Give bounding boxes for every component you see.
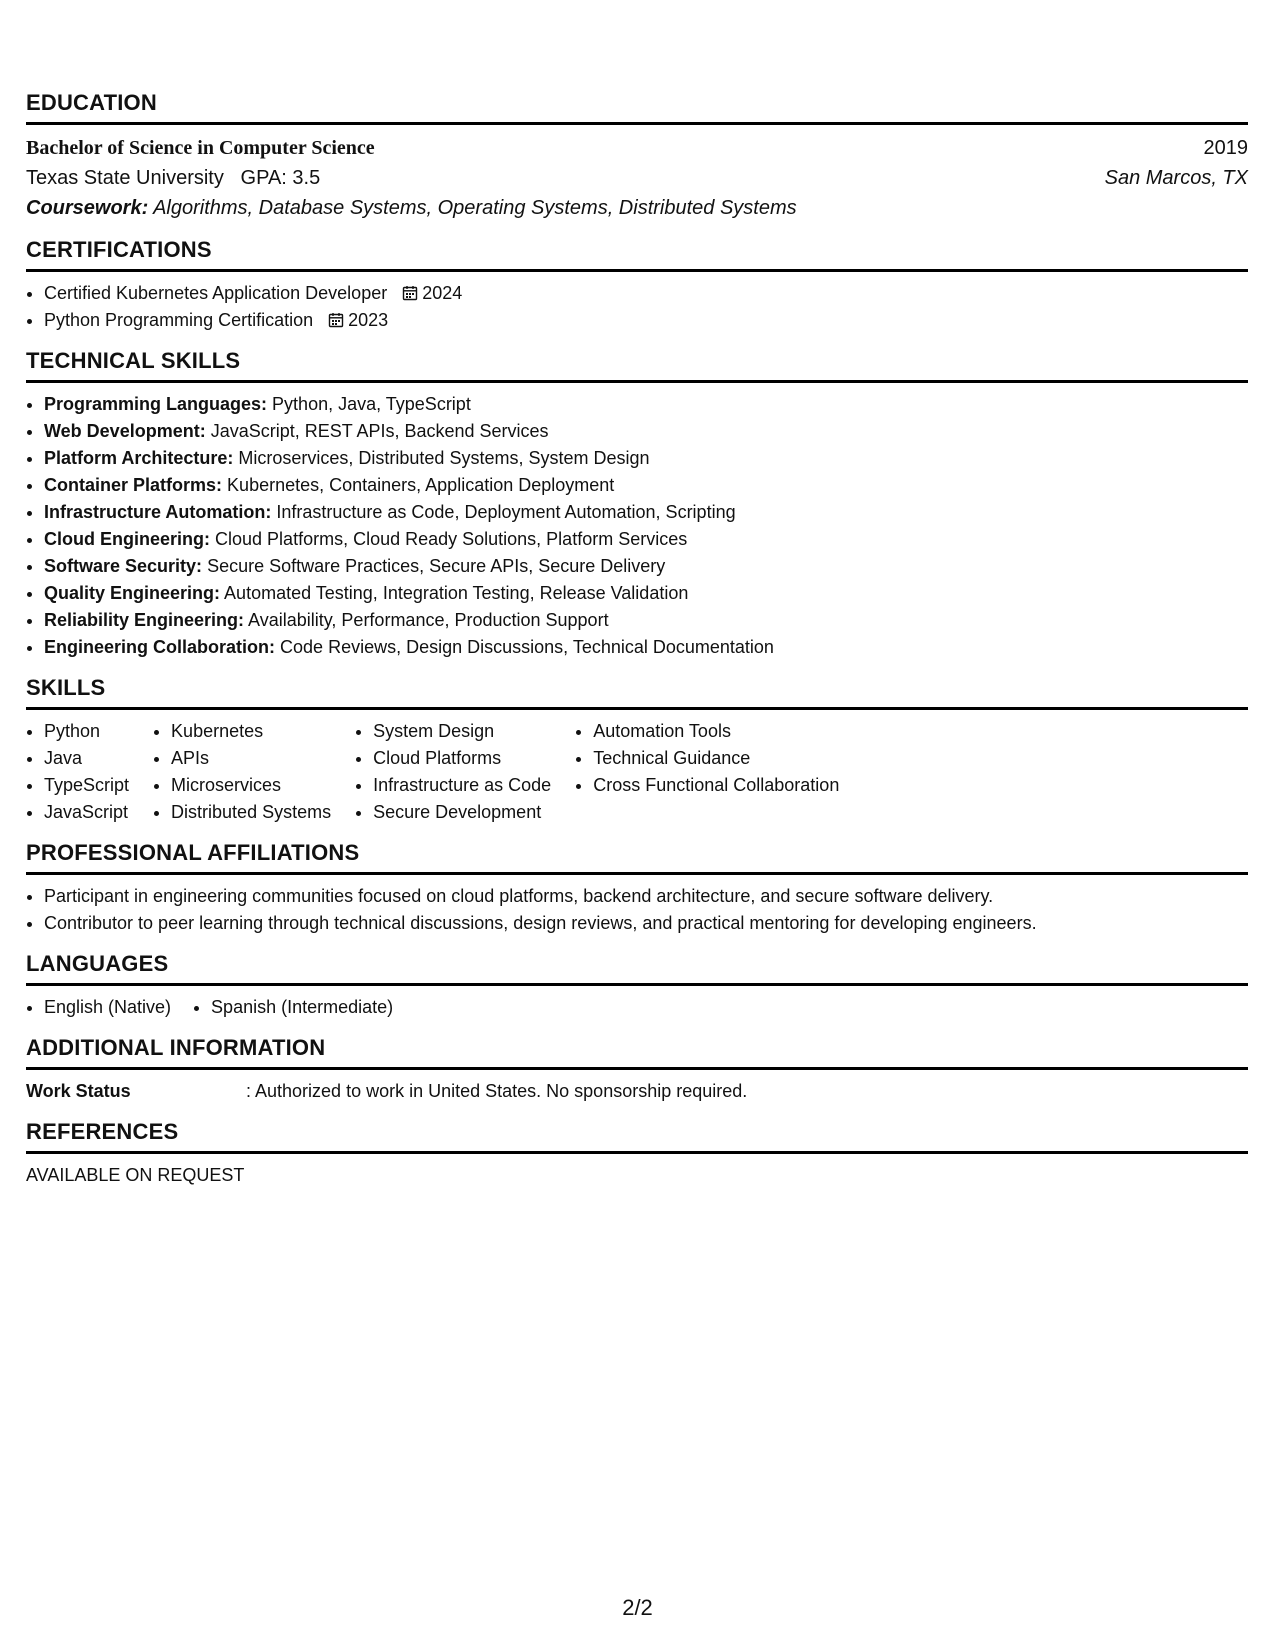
list-item: • Kubernetes [171, 718, 331, 745]
list-item: • System Design [373, 718, 551, 745]
language-column [26, 994, 171, 1021]
list-item: • TypeScript [44, 772, 129, 799]
coursework-list: Algorithms, Database Systems, Operating Systems, Distributed Systems [153, 197, 797, 219]
list-item [44, 391, 1248, 418]
skill-values: Automated Testing, Integration Testing, Release Validation [224, 583, 689, 603]
list-item: • Spanish (Intermediate) [211, 994, 393, 1021]
cert-year: 2024 [422, 283, 463, 303]
certifications-heading: CERTIFICATIONS [26, 237, 1248, 272]
coursework [26, 193, 1248, 223]
skills-heading: SKILLS [26, 675, 1248, 710]
skill-values: Secure Software Practices, Secure APIs, Secure Delivery [207, 556, 666, 576]
skills-column [26, 718, 129, 826]
list-item: • Automation Tools [593, 718, 839, 745]
work-status-label: Work Status [26, 1081, 131, 1101]
list-item: • English (Native) [44, 994, 171, 1021]
calendar-icon [402, 285, 418, 301]
certifications-section [26, 237, 1248, 334]
page-number: 2/2 [622, 1595, 653, 1620]
additional-info-section [26, 1035, 1248, 1105]
school-name: Texas State University [26, 167, 224, 189]
skills-column [355, 718, 551, 826]
list-item: • Secure Development [373, 799, 551, 826]
skill-category: Programming Languages: [44, 394, 268, 414]
skill-category: Cloud Engineering: [44, 529, 210, 549]
technical-skills-list [26, 391, 1248, 661]
degree: Bachelor of Science in Computer Science [26, 137, 375, 159]
skill-values: JavaScript, REST APIs, Backend Services [210, 421, 549, 441]
list-item [44, 526, 1248, 553]
list-item: • Python [44, 718, 129, 745]
language-column [193, 994, 393, 1021]
education-row-1 [26, 133, 1248, 163]
list-item [44, 553, 1248, 580]
work-status-value: : Authorized to work in United States. No sponsorship required. [246, 1081, 748, 1101]
skills-grid [26, 718, 1248, 826]
skill-category: Software Security: [44, 556, 203, 576]
list-item: • Cloud Platforms [373, 745, 551, 772]
skill-category: Engineering Collaboration: [44, 637, 276, 657]
list-item [44, 634, 1248, 661]
list-item: • Cross Functional Collaboration [593, 772, 839, 799]
list-item: • Distributed Systems [171, 799, 331, 826]
skills-column [575, 718, 839, 826]
references-heading: REFERENCES [26, 1119, 1248, 1154]
certifications-list [26, 280, 1248, 334]
resume-page [26, 90, 1248, 1203]
technical-skills-heading: TECHNICAL SKILLS [26, 348, 1248, 383]
list-item: • Participant in engineering communities focused on cloud platforms, backend architecture, and secure software delivery. [44, 883, 1248, 910]
school-location: San Marcos, TX [1104, 167, 1248, 189]
list-item [44, 499, 1248, 526]
education-heading: EDUCATION [26, 90, 1248, 125]
languages-list [26, 994, 1248, 1021]
list-item: • JavaScript [44, 799, 129, 826]
skill-values: Cloud Platforms, Cloud Ready Solutions, Platform Services [215, 529, 688, 549]
coursework-label: Coursework: [26, 197, 149, 219]
skill-category: Quality Engineering: [44, 583, 221, 603]
list-item [44, 418, 1248, 445]
work-status-row [26, 1078, 1248, 1105]
cert-year: 2023 [348, 310, 389, 330]
school-line [26, 163, 320, 193]
gpa: GPA: 3.5 [240, 167, 321, 189]
graduation-year: 2019 [1203, 137, 1248, 159]
list-item [44, 307, 1248, 334]
affiliations-section [26, 840, 1248, 937]
list-item [44, 580, 1248, 607]
affiliations-heading: PROFESSIONAL AFFILIATIONS [26, 840, 1248, 875]
languages-section [26, 951, 1248, 1021]
skill-values: Kubernetes, Containers, Application Deployment [227, 475, 615, 495]
skill-values: Microservices, Distributed Systems, System Design [238, 448, 650, 468]
references-text: AVAILABLE ON REQUEST [26, 1165, 245, 1185]
skill-category: Infrastructure Automation: [44, 502, 272, 522]
skills-column [153, 718, 331, 826]
education-row-2 [26, 163, 1248, 193]
skill-category: Platform Architecture: [44, 448, 234, 468]
list-item: • Microservices [171, 772, 331, 799]
calendar-icon [328, 312, 344, 328]
list-item [44, 445, 1248, 472]
skill-values: Code Reviews, Design Discussions, Technical Documentation [280, 637, 774, 657]
references-section [26, 1119, 1248, 1189]
languages-heading: LANGUAGES [26, 951, 1248, 986]
list-item: • APIs [171, 745, 331, 772]
list-item: • Technical Guidance [593, 745, 839, 772]
cert-name: Python Programming Certification [44, 310, 314, 330]
cert-name: Certified Kubernetes Application Developer [44, 283, 388, 303]
list-item [44, 472, 1248, 499]
technical-skills-section [26, 348, 1248, 661]
education-section [26, 90, 1248, 223]
additional-info-heading: ADDITIONAL INFORMATION [26, 1035, 1248, 1070]
list-item [44, 280, 1248, 307]
skill-category: Web Development: [44, 421, 206, 441]
skill-values: Python, Java, TypeScript [272, 394, 471, 414]
skills-section [26, 675, 1248, 826]
skill-category: Container Platforms: [44, 475, 223, 495]
affiliations-list [26, 883, 1248, 937]
skill-values: Infrastructure as Code, Deployment Automation, Scripting [276, 502, 736, 522]
list-item [44, 607, 1248, 634]
list-item: • Contributor to peer learning through technical discussions, design reviews, and practical mentoring for developing engineers. [44, 910, 1248, 937]
skill-category: Reliability Engineering: [44, 610, 245, 630]
skill-values: Availability, Performance, Production Support [248, 610, 609, 630]
list-item: • Java [44, 745, 129, 772]
list-item: • Infrastructure as Code [373, 772, 551, 799]
